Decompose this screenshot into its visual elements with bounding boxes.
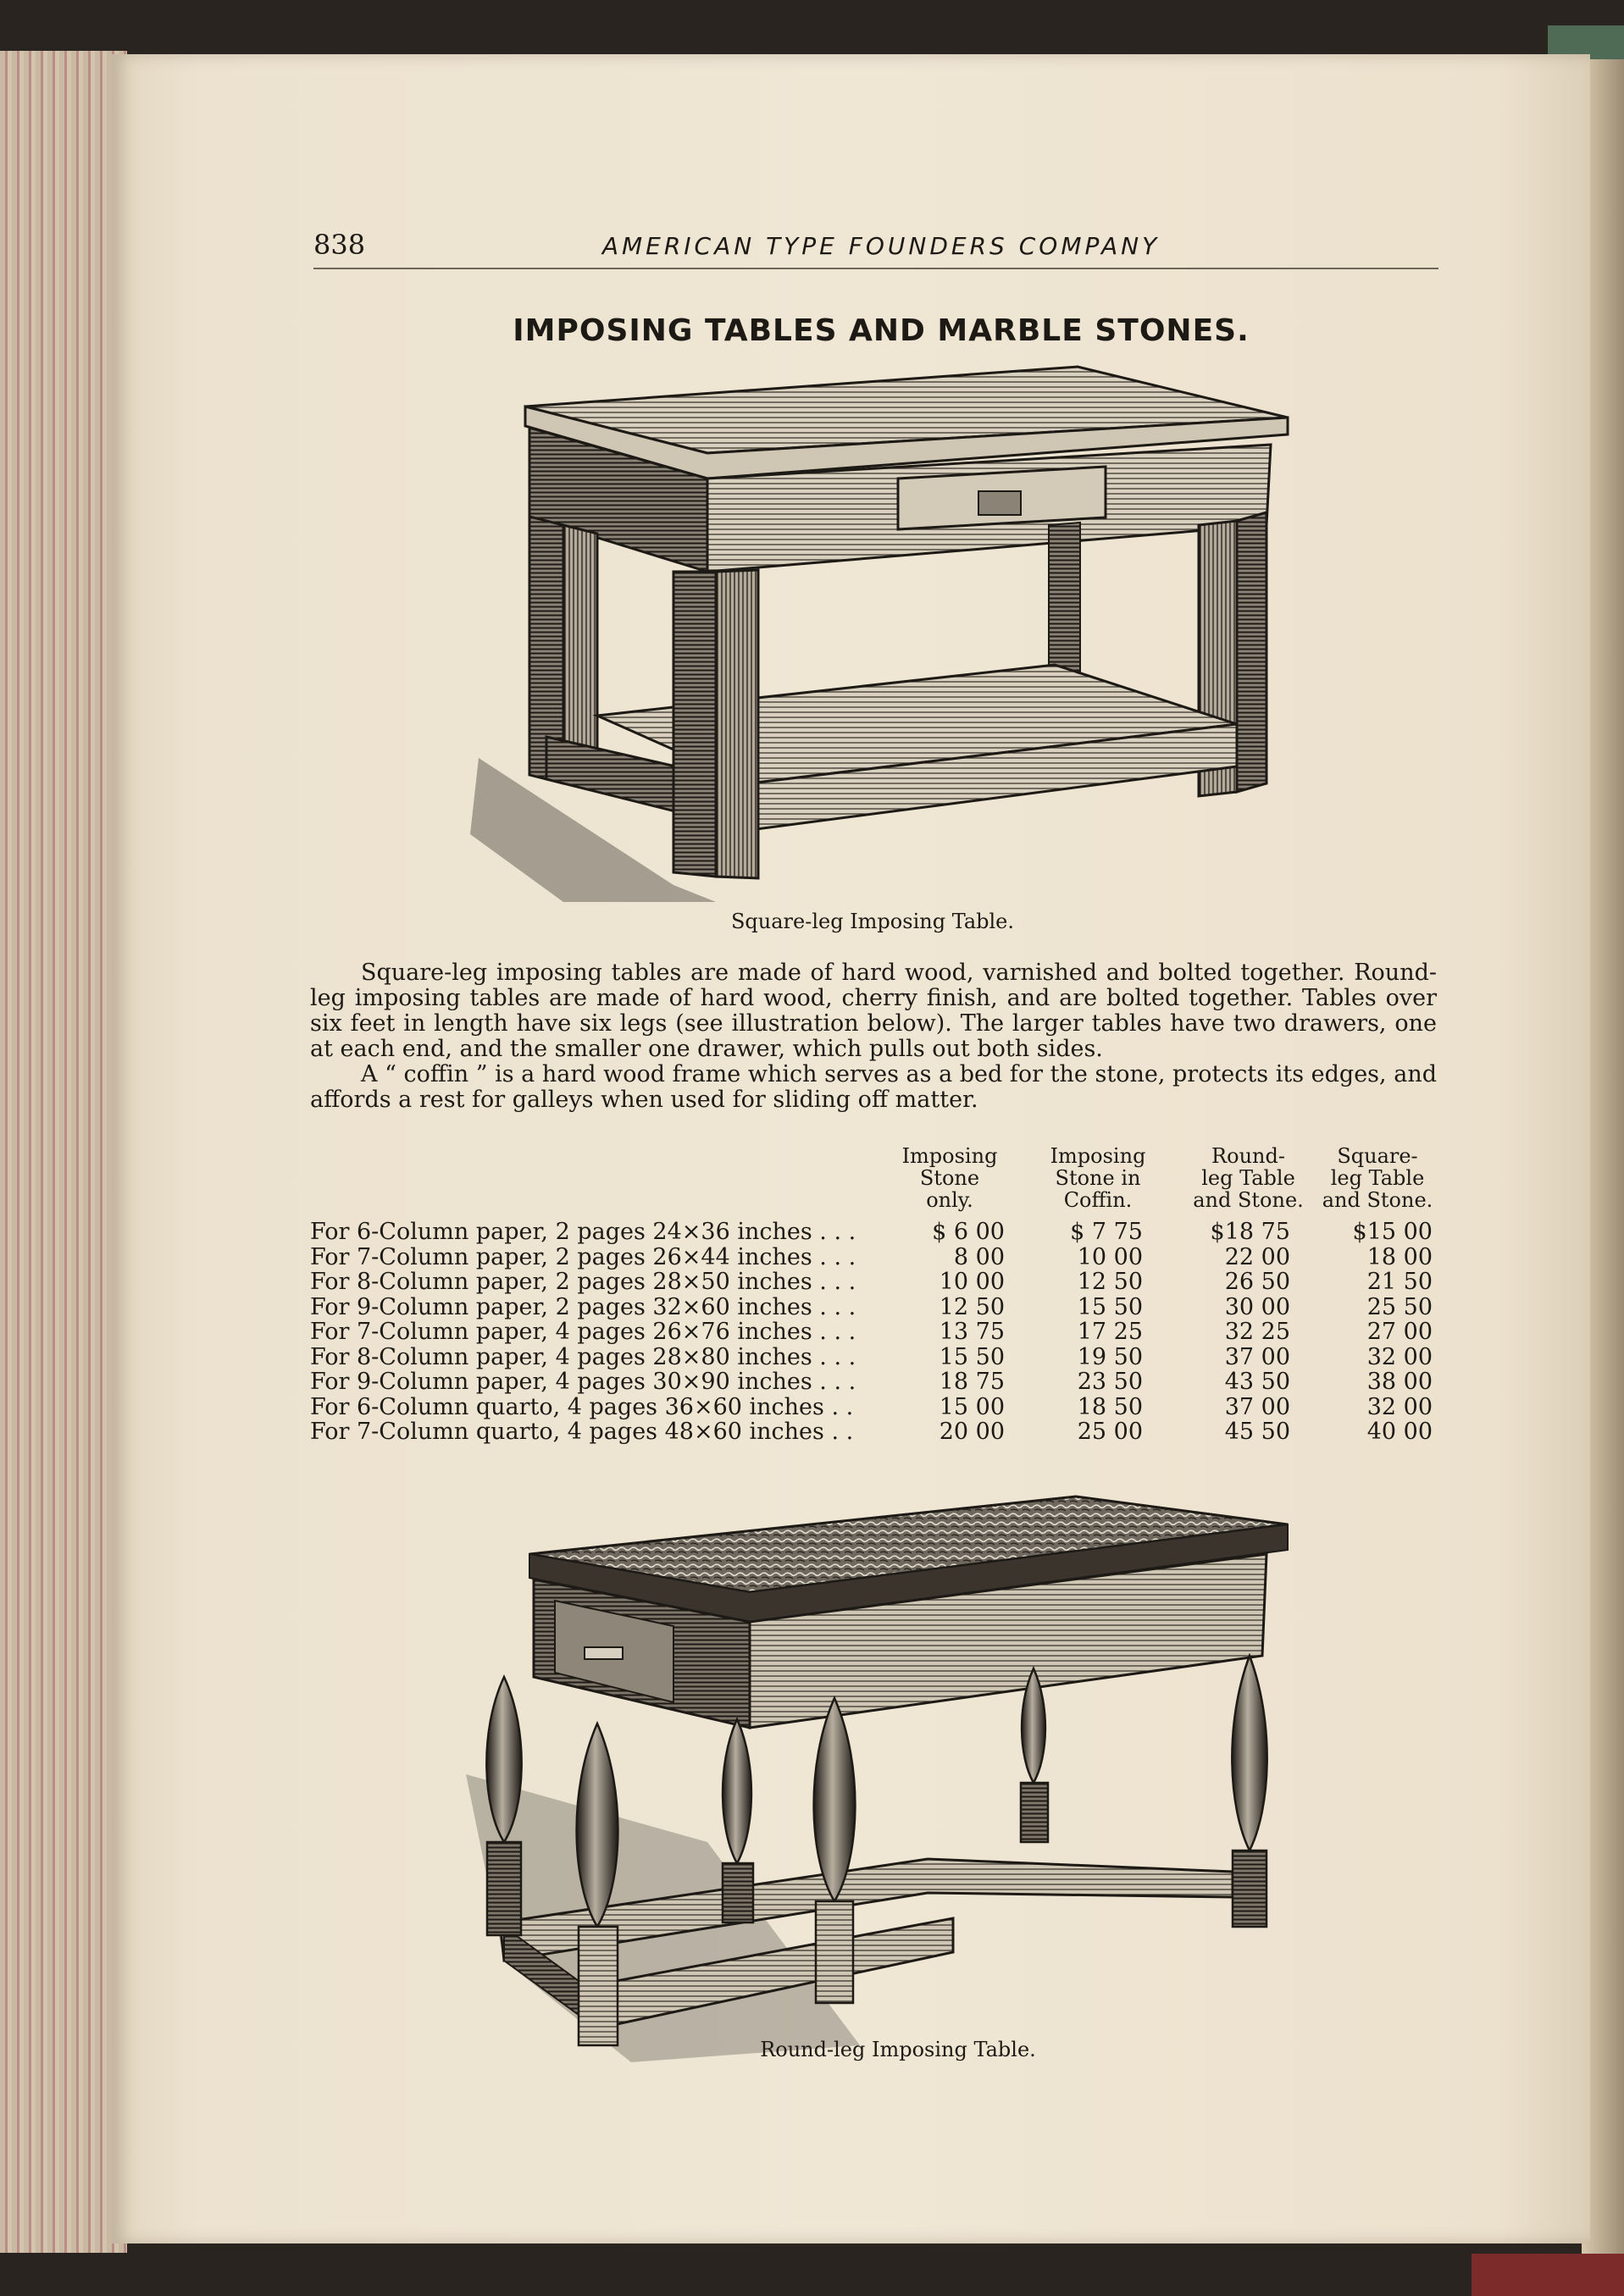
description-paragraph-1: Square-leg imposing tables are made of hard wood, varnished and bolted together. Round-leg imposing tables are made of hard wood, cherry finish, and are bolted together. Tables over six feet in length have six legs (see illustration below). The larger tables have two drawers, one at each end, and the smaller one drawer, which pulls out both sides. bbox=[310, 960, 1437, 1062]
row-description: For 7-Column paper, 4 pages 26×76 inches . . . bbox=[310, 1319, 856, 1345]
price-round-leg: 43 50 bbox=[1224, 1369, 1290, 1395]
row-description: For 9-Column paper, 2 pages 32×60 inches . . . bbox=[310, 1293, 856, 1320]
price-round-leg: 22 00 bbox=[1224, 1243, 1290, 1270]
table-row bbox=[310, 1220, 1437, 1245]
price-stone-in-coffin: 15 50 bbox=[1077, 1293, 1143, 1320]
book-page-edges bbox=[0, 51, 127, 2253]
price-stone-in-coffin: 19 50 bbox=[1077, 1343, 1143, 1370]
price-square-leg: 25 50 bbox=[1366, 1293, 1433, 1320]
row-description: For 7-Column quarto, 4 pages 48×60 inches . . bbox=[310, 1419, 854, 1445]
column-header-stone-only: Imposing Stone only. bbox=[901, 1144, 998, 1212]
price-table-body bbox=[310, 1220, 1437, 1445]
table-row bbox=[310, 1295, 1437, 1320]
table-row bbox=[310, 1395, 1437, 1420]
price-stone-only: 10 00 bbox=[939, 1269, 1005, 1295]
price-round-leg: 30 00 bbox=[1224, 1293, 1290, 1320]
row-description: For 9-Column paper, 4 pages 30×90 inches . . . bbox=[310, 1369, 856, 1395]
price-stone-in-coffin: 25 00 bbox=[1077, 1419, 1143, 1445]
table-row bbox=[310, 1320, 1437, 1345]
page-header bbox=[313, 227, 1438, 269]
table-row bbox=[310, 1245, 1437, 1270]
square-leg-table-caption: Square-leg Imposing Table. bbox=[730, 910, 1015, 933]
price-square-leg: 21 50 bbox=[1366, 1269, 1433, 1295]
table-row bbox=[310, 1345, 1437, 1370]
column-header-round-leg-table: Round- leg Table and Stone. bbox=[1193, 1144, 1304, 1212]
price-square-leg: $15 00 bbox=[1352, 1219, 1433, 1245]
column-header-square-leg-table: Square- leg Table and Stone. bbox=[1322, 1144, 1433, 1212]
price-round-leg: 37 00 bbox=[1224, 1393, 1290, 1420]
price-square-leg: 18 00 bbox=[1366, 1243, 1433, 1270]
price-stone-only: 8 00 bbox=[953, 1243, 1005, 1270]
price-stone-only: $ 6 00 bbox=[932, 1219, 1005, 1245]
row-description: For 6-Column paper, 2 pages 24×36 inches . . . bbox=[310, 1219, 856, 1245]
price-stone-in-coffin: 10 00 bbox=[1077, 1243, 1143, 1270]
price-round-leg: $18 75 bbox=[1210, 1219, 1290, 1245]
price-stone-in-coffin: 18 50 bbox=[1077, 1393, 1143, 1420]
price-stone-only: 15 50 bbox=[939, 1343, 1005, 1370]
price-round-leg: 45 50 bbox=[1224, 1419, 1290, 1445]
price-stone-in-coffin: 17 25 bbox=[1077, 1319, 1143, 1345]
page-number: 838 bbox=[313, 229, 366, 261]
price-stone-in-coffin: $ 7 75 bbox=[1070, 1219, 1143, 1245]
price-round-leg: 26 50 bbox=[1224, 1269, 1290, 1295]
price-stone-only: 12 50 bbox=[939, 1293, 1005, 1320]
price-round-leg: 32 25 bbox=[1224, 1319, 1290, 1345]
description-paragraph-2: A “ coffin ” is a hard wood frame which serves as a bed for the stone, protects its edges, and affords a rest for galleys when used for sliding off matter. bbox=[310, 1061, 1437, 1113]
price-round-leg: 37 00 bbox=[1224, 1343, 1290, 1370]
row-description: For 7-Column paper, 2 pages 26×44 inches . . . bbox=[310, 1243, 856, 1270]
price-stone-only: 18 75 bbox=[939, 1369, 1005, 1395]
price-square-leg: 27 00 bbox=[1366, 1319, 1433, 1345]
price-table bbox=[310, 1145, 1437, 1445]
price-stone-only: 15 00 bbox=[939, 1393, 1005, 1420]
table-row bbox=[310, 1369, 1437, 1395]
running-head: AMERICAN TYPE FOUNDERS COMPANY bbox=[601, 232, 1161, 260]
price-stone-only: 20 00 bbox=[939, 1419, 1005, 1445]
price-square-leg: 32 00 bbox=[1366, 1343, 1433, 1370]
price-square-leg: 38 00 bbox=[1366, 1369, 1433, 1395]
price-table-headers bbox=[310, 1144, 1437, 1212]
row-description: For 6-Column quarto, 4 pages 36×60 inches . . bbox=[310, 1393, 854, 1420]
table-row bbox=[310, 1270, 1437, 1295]
row-description: For 8-Column paper, 4 pages 28×80 inches . . . bbox=[310, 1343, 856, 1370]
round-leg-table-illustration bbox=[453, 1486, 1300, 2066]
price-square-leg: 32 00 bbox=[1366, 1393, 1433, 1420]
page-title: IMPOSING TABLES AND MARBLE STONES. bbox=[513, 313, 1250, 348]
cover-cloth-bottom bbox=[1472, 2254, 1624, 2296]
price-stone-in-coffin: 23 50 bbox=[1077, 1369, 1143, 1395]
price-stone-in-coffin: 12 50 bbox=[1077, 1269, 1143, 1295]
description-text bbox=[310, 960, 1437, 1113]
price-stone-only: 13 75 bbox=[939, 1319, 1005, 1345]
row-description: For 8-Column paper, 2 pages 28×50 inches . . . bbox=[310, 1269, 856, 1295]
square-leg-table-illustration bbox=[462, 360, 1296, 902]
round-leg-table-caption: Round-leg Imposing Table. bbox=[760, 2038, 1036, 2061]
column-header-stone-in-coffin: Imposing Stone in Coffin. bbox=[1050, 1144, 1146, 1212]
price-square-leg: 40 00 bbox=[1366, 1419, 1433, 1445]
table-row bbox=[310, 1419, 1437, 1445]
